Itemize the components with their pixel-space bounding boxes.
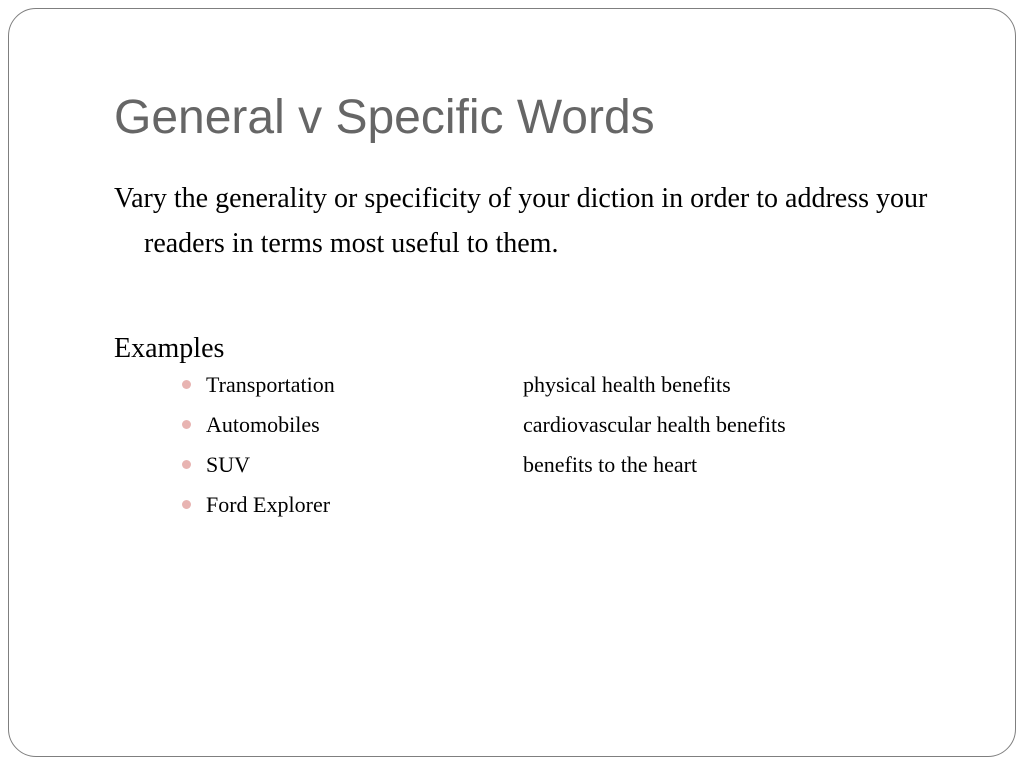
list-item-label: Automobiles — [206, 412, 320, 437]
bullet-icon — [182, 380, 191, 389]
list-item-label: physical health benefits — [523, 372, 731, 397]
list-item — [523, 370, 731, 400]
list-item — [206, 490, 330, 520]
list-item — [523, 450, 697, 480]
list-item-label: SUV — [206, 452, 251, 477]
bullet-icon — [182, 500, 191, 509]
bullet-icon — [182, 460, 191, 469]
list-item-label: Ford Explorer — [206, 492, 331, 517]
list-item — [206, 370, 335, 400]
examples-heading: Examples — [114, 333, 225, 364]
list-item — [206, 450, 250, 480]
slide-title: General v Specific Words — [114, 91, 655, 144]
slide-body-text: Vary the generality or specificity of your diction in order to address your readers in terms most useful to them. — [114, 183, 928, 259]
bullet-icon — [182, 420, 191, 429]
slide-frame — [8, 8, 1016, 757]
list-item — [523, 410, 786, 440]
list-item-label: Transportation — [206, 372, 335, 397]
list-item-label: cardiovascular health benefits — [523, 412, 786, 437]
list-item — [206, 410, 320, 440]
list-item-label: benefits to the heart — [523, 452, 698, 477]
